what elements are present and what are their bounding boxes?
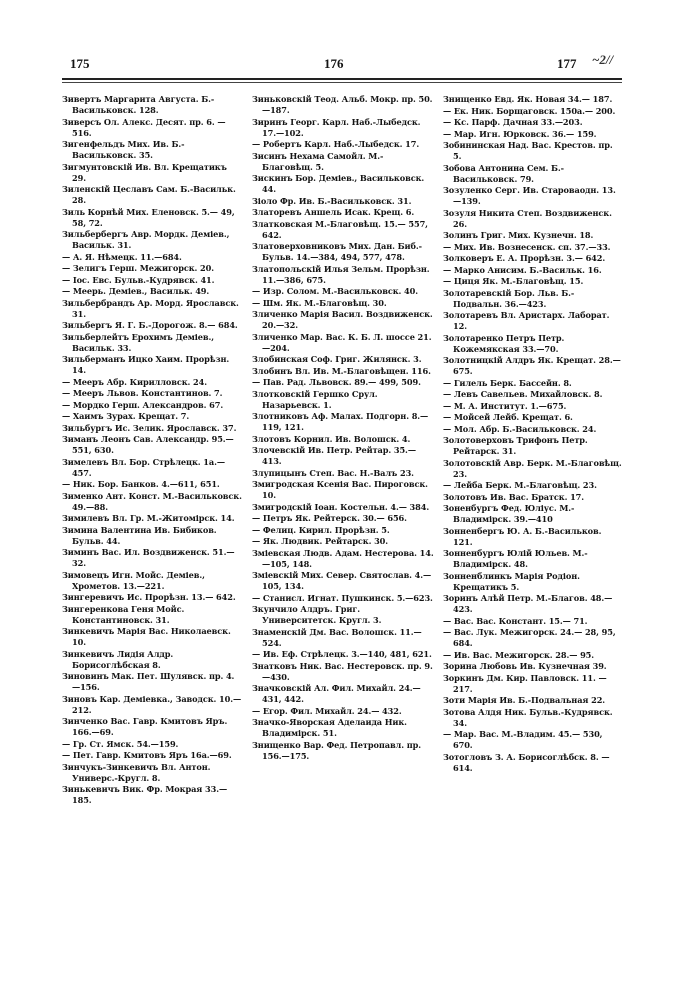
directory-entry: Золотовскій Авр. Берк. М.-Благовѣщ. 23. (443, 457, 622, 479)
directory-entry: Зотова Алдя Ник. Бульв.-Кудрявск. 34. (443, 706, 613, 728)
directory-entry: Знаменскій Дм. Вас. Волошск. 11.—524. (252, 626, 422, 648)
directory-entry: Зиль Корнѣй Мих. Еленовск. 5.— 49, 58, 72. (62, 206, 235, 228)
directory-entry: Зміевская Людв. Адам. Нестерова. 14.—105, 148. (252, 547, 434, 569)
directory-entry: Зильбербергъ Авр. Мордк. Деміев., Васильк. 31. (62, 229, 230, 250)
directory-entry: — Зелигъ Герш. Межигорск. 20. (62, 263, 214, 273)
directory-entry: — Петръ Як. Рейтерск. 30.— 656. (252, 513, 407, 523)
directory-entry: — Вас. Лук. Межигорск. 24.— 28, 95, 684. (443, 627, 616, 648)
directory-entry: — Лейба Берк. М.-Благовѣщ. 23. (443, 480, 597, 490)
directory-entry: Золотоверховъ Трифонъ Петр. Рейтарск. 31. (443, 435, 588, 456)
directory-entry: Зимелевъ Вл. Бор. Стрѣлецк. 1а.— 457. (62, 456, 225, 478)
directory-entry: — Мордко Герш. Александров. 67. (62, 399, 224, 410)
directory-entry: Зигмунтовскій Ив. Вл. Крещатикъ 29. (62, 161, 227, 183)
directory-entry: Зингеренкова Геня Мойс. Константиновск. 31. (62, 603, 185, 625)
directory-entry: Зиньковскій Теод. Альб. Мокр. пр. 50.—187. (252, 94, 433, 115)
directory-entry: — Левъ Савельев. Михайловск. 8. (443, 389, 603, 399)
directory-entry: Зозуленко Серг. Ив. Староваодн. 13.—139. (443, 185, 616, 206)
directory-entry: Зоринъ Алѣй Петр. М.-Благов. 48.—423. (443, 593, 613, 614)
directory-entry: Зильбербрандъ Ар. Морд. Ярославск. 31. (62, 297, 239, 319)
directory-entry: Злотовъ Корнил. Ив. Волошск. 4. (252, 433, 411, 444)
directory-entry: Зкунчило Алдръ. Григ. Университетск. Кругл. 3. (252, 604, 382, 625)
directory-entry: Значко-Яворская Аделаида Ник. Владимірск. 51. (252, 717, 407, 738)
directory-entry: Зисинъ Нехама Самойл. М.-Благовѣщ. 5. (252, 150, 384, 172)
directory-entry: — Гилель Берк. Бассейн. 8. (443, 377, 572, 388)
directory-entry: Зильбургъ Ис. Зелик. Ярославск. 37. (62, 422, 237, 433)
directory-entry: — Гр. Ст. Ямск. 54.—159. (62, 738, 179, 749)
directory-entry: — Кс. Парф. Дачная 33.—203. (443, 117, 583, 127)
directory-entry: Зорина Любовь Ив. Кузнечная 39. (443, 661, 607, 671)
directory-entry: — Циця Як. М.-Благовѣщ. 15. (443, 276, 584, 286)
directory-entry: Змигродская Ксенія Вас. Пироговск. 10. (252, 479, 428, 500)
directory-entry: Златоверховниковъ Мих. Дан. Биб.-Бульв. 14.—384, 494, 577, 478. (252, 241, 422, 262)
directory-entry: Зіоло Фр. Ив. Б.-Васильковск. 31. (252, 195, 412, 206)
directory-entry: Зискинъ Бор. Деміев., Васильковск. 44. (252, 173, 425, 194)
header-rule-thin (62, 82, 622, 83)
directory-entry: — Робертъ Карл. Наб.-Лыбедск. 17. (252, 139, 420, 149)
directory-entry: — Мар. Игн. Юрковск. 36.— 159. (443, 128, 597, 139)
directory-entry: — Пав. Рад. Львовск. 89.— 499, 509. (252, 377, 421, 387)
directory-entry: Золотовъ Ив. Вас. Братск. 17. (443, 491, 585, 502)
right-page-number: 177 (557, 56, 577, 71)
directory-entry: Зильберлейтъ Ерохимъ Деміев., Васильк. 33. (62, 331, 214, 353)
directory-entry: — Мол. Абр. Б.-Васильковск. 24. (443, 423, 597, 434)
directory-entry: Зобова Антонина Сем. Б.-Васильковск. 79. (443, 162, 564, 184)
directory-entry: — М. А. Институт. 1.—675. (443, 400, 567, 411)
directory-entry: Зоненбургъ Фед. Юліус. М.-Владимірск. 39.—410 (443, 503, 575, 524)
directory-entry: Зимилевъ Вл. Гр. М.-Житомірск. 14. (62, 513, 235, 523)
directory-entry: Знищенко Вар. Фед. Петропавл. пр. 156.—175. (252, 739, 421, 761)
directory-entry: — А. Я. Нѣмецк. 11.—684. (62, 251, 182, 262)
directory-entry: Зотогловъ З. А. Борисоглѣбск. 8. —614. (443, 751, 610, 773)
directory-entry: — Мих. Ив. Вознесенск. сп. 37.—33. (443, 241, 611, 252)
directory-entry: — Вас. Вас. Констант. 15.— 71. (443, 615, 588, 626)
directory-entry: Зиминъ Вас. Ил. Воздвиженск. 51.—32. (62, 547, 235, 568)
directory-entry: — Іос. Евс. Бульв.-Кудрявск. 41. (62, 274, 215, 285)
directory-entry: Золинъ Григ. Мих. Кузнечн. 18. (443, 230, 594, 240)
directory-entry: Знатковъ Ник. Вас. Нестеровск. пр. 9.—430. (252, 660, 433, 682)
directory-entry: Зиверсъ Ол. Алекс. Десят. пр. 6. —516. (62, 116, 226, 138)
directory-entry: — Станисл. Игнат. Пушкинск. 5.—623. (252, 592, 433, 603)
directory-entry: Зоти Марія Ив. Б.-Подвальная 22. (443, 695, 606, 705)
directory-entry: — Як. Людвик. Рейтарск. 30. (252, 536, 389, 546)
directory-entry: Зозуля Никита Степ. Воздвиженск. 26. (443, 207, 612, 229)
directory-column-1 (62, 94, 242, 974)
directory-entry: Зинкевичъ Лидія Алдр. Борисоглѣбская 8. (62, 648, 174, 670)
directory-entry: Зиринъ Георг. Карл. Наб.-Лыбедск. 17.—102. (252, 116, 421, 138)
directory-entry: Значковскій Ал. Фил. Михайл. 24.—431, 442. (252, 683, 421, 704)
directory-entry: Зимина Валентина Ив. Бибиков. Бульв. 44. (62, 524, 217, 546)
directory-entry: Златопольскій Илья Зельм. Прорѣзн. 11.—386, 675. (252, 263, 430, 285)
directory-entry: Зиленскій Цеславъ Сам. Б.-Васильк. 28. (62, 184, 236, 205)
directory-entry: Златковская М.-Благовѣщ. 15.— 557, 642. (252, 218, 428, 240)
directory-entry: Золотаренко Петръ Петр. Кожемякская 33.—70. (443, 332, 565, 354)
left-page-number: 175 (70, 56, 90, 71)
directory-column-2 (252, 94, 434, 974)
directory-entry: — Меерь. Деміев., Васильк. 49. (62, 286, 210, 296)
directory-entry: Зильберманъ Ицко Хаим. Прорѣзн. 14. (62, 354, 230, 375)
directory-entry: Золотаревъ Вл. Аристарх. Лаборат. 12. (443, 310, 610, 331)
directory-entry: Злобинъ Вл. Ив. М.-Благовѣщен. 116. (252, 365, 431, 376)
directory-entry: Зинчукъ-Зинкевичъ Вл. Антон. Универс.-Кругл. 8. (62, 761, 211, 783)
directory-entry: — Ек. Ник. Борщаговск. 150а.— 200. (443, 105, 616, 116)
directory-entry: Злочевскій Ив. Петр. Рейтар. 35.—413. (252, 445, 416, 466)
directory-entry: Злотниковъ Аф. Малах. Подгорн. 8.—119, 121. (252, 411, 429, 432)
directory-entry: — Мойсей Лейб. Крещат. 6. (443, 412, 573, 422)
directory-entry: Зильбергъ Я. Г. Б.-Дорогож. 8.— 684. (62, 320, 238, 330)
directory-entry: — Мееръ Абр. Кирилловск. 24. (62, 376, 207, 387)
directory-entry: Зинкевичъ Марія Вас. Николаевск. 10. (62, 626, 231, 647)
directory-entry: Золотницкій Алдръ Як. Крещат. 28.—675. (443, 355, 621, 376)
directory-entry: Зонненблинкъ Марія Родіон. Крещатикъ 5. (443, 570, 580, 592)
directory-entry: — Пет. Гавр. Кмитовъ Яръ 16а.—69. (62, 750, 232, 760)
directory-entry: Зличенко Марія Васил. Воздвиженск. 20.—32. (252, 309, 433, 330)
directory-entry: Зміевскій Мих. Север. Святослав. 4.—105, 134. (252, 570, 432, 591)
directory-entry: Злотковскій Гершко Срул. Назарьевск. 1. (252, 388, 378, 410)
directory-entry: Зингеревичъ Ис. Прорѣзн. 13.— 642. (62, 592, 236, 602)
directory-entry: Зинькевичъ Вик. Фр. Мокрая 33.—185. (62, 784, 228, 805)
handwritten-mark: ~2// (592, 52, 614, 67)
center-page-number: 176 (324, 56, 344, 71)
directory-entry: Знищенко Евд. Як. Новая 34.— 187. (443, 94, 613, 104)
directory-entry: Зиновъ Кар. Деміевка., Заводск. 10.—212. (62, 693, 242, 715)
directory-entry: Зобининская Над. Вас. Крестов. пр. 5. (443, 140, 613, 161)
directory-entry: — Марко Анисим. Б.-Васильк. 16. (443, 264, 602, 275)
directory-entry: — Ив. Еф. Стрѣлецк. 3.—140, 481, 621. (252, 649, 432, 659)
directory-entry: Злобинская Соф. Григ. Жилянск. 3. (252, 354, 422, 364)
directory-entry: — Изр. Солом. М.-Васильковск. 40. (252, 286, 418, 296)
directory-entry: — Ник. Бор. Банков. 4.—611, 651. (62, 479, 220, 489)
directory-entry: Зличенко Мар. Вас. К. Б. Л. шоссе 21.—204. (252, 331, 432, 353)
directory-entry: Златоревъ Аншель Исак. Крещ. 6. (252, 207, 415, 217)
directory-entry: Зимовецъ Игн. Мойс. Деміев., Хрометов. 13.—221. (62, 569, 205, 591)
directory-entry: Зигенфельдъ Мих. Ив. Б.-Васильковск. 35. (62, 139, 185, 160)
directory-entry: Золковеръ Е. А. Прорѣзн. 3.— 642. (443, 253, 606, 263)
directory-entry: — Мар. Вас. М.-Владим. 45.— 530, 670. (443, 729, 603, 750)
directory-column-3 (443, 94, 623, 974)
directory-entry: Зивертъ Маргарита Августа. Б.-Васильковск. 128. (62, 94, 215, 115)
directory-entry: Зонненбергъ Ю. А. Б.-Васильков. 121. (443, 525, 602, 547)
header-rule-thick (62, 78, 622, 80)
directory-entry: Зиновинъ Мак. Пет. Шулявск. пр. 4.—156. (62, 671, 235, 692)
directory-entry: — Ив. Вас. Межигорск. 28.— 95. (443, 649, 595, 660)
directory-entry: Злупицынъ Степ. Вас. Н.-Валъ 23. (252, 467, 414, 478)
directory-entry: — Хаимъ Зурах. Крещат. 7. (62, 411, 190, 421)
directory-entry: Зонненбургъ Юлій Юльев. М.-Владимірск. 48. (443, 548, 588, 569)
directory-entry: Зиманъ Леонъ Сав. Александр. 95.—551, 630. (62, 434, 234, 455)
directory-entry: Зоркинъ Дм. Кир. Павловск. 11. —217. (443, 672, 607, 694)
directory-entry: — Фелиц. Кирил. Прорѣзн. 5. (252, 524, 390, 535)
directory-entry: — Егор. Фил. Михайл. 24.— 432. (252, 705, 402, 716)
directory-entry: Зинченко Вас. Гавр. Кмитовъ Яръ. 166.—69. (62, 716, 228, 737)
directory-entry: — Шм. Як. М.-Благовѣщ. 30. (252, 297, 387, 308)
directory-entry: Зименко Ант. Конст. М.-Васильковск. 49.—88. (62, 490, 242, 512)
directory-entry: — Мееръ Львов. Константинов. 7. (62, 388, 223, 398)
page-header (62, 52, 618, 74)
directory-entry: Золотаревскій Бор. Льв. Б.-Подвальн. 36.—423. (443, 287, 575, 309)
directory-entry: Змигродскій Іоан. Костельн. 4.— 384. (252, 501, 430, 512)
